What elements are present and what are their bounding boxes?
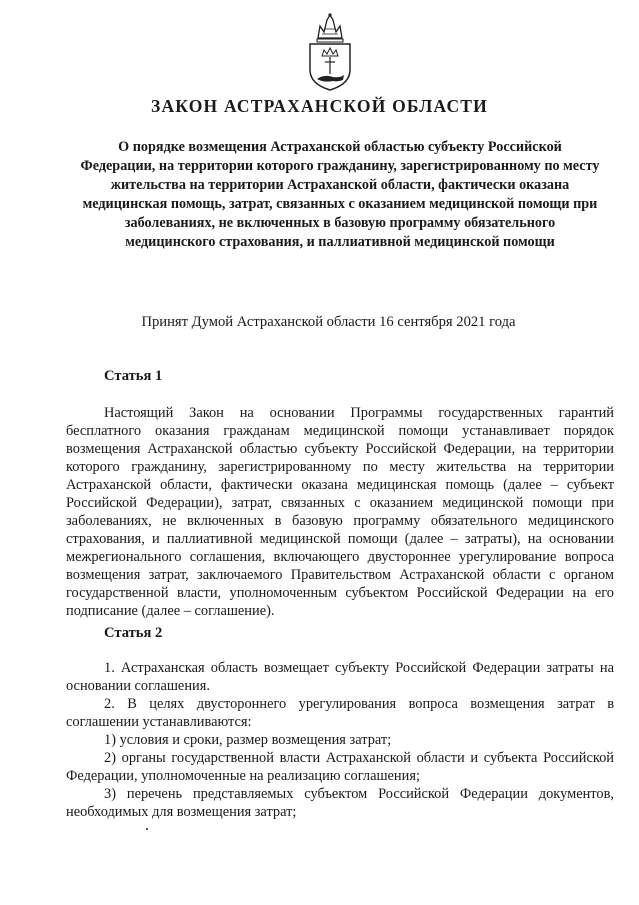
adoption-line: Принят Думой Астраханской области 16 сентября 2021 года bbox=[141, 314, 516, 330]
article-2-item-3: 3) перечень представляемых субъектом Российской Федерации документов, необходимых для возмещения затрат; bbox=[66, 786, 614, 820]
article-2-paragraph-1: 1. Астраханская область возмещает субъекту Российской Федерации затраты на основании соглашения. bbox=[66, 660, 614, 694]
scan-speck bbox=[146, 828, 148, 830]
article-2-paragraph-2: 2. В целях двустороннего урегулирования вопроса возмещения затрат в соглашении устанавливаются: bbox=[66, 696, 614, 730]
law-subtitle: О порядке возмещения Астраханской областью субъекту Российской Федерации, на территории которого гражданину, зарегистрированному по месту жительства на территории Астраханской области, фактически оказана медицинская помощь, затрат, связанных с оказанием медицинской помощи при заболеваниях, не включенных в базовую программу обязательного медицинского страхования, и паллиативной медицинской помощи bbox=[80, 139, 600, 250]
article-1-heading: Статья 1 bbox=[104, 368, 163, 384]
law-title: ЗАКОН АСТРАХАНСКОЙ ОБЛАСТИ bbox=[151, 96, 488, 116]
coat-of-arms-icon bbox=[300, 12, 360, 92]
article-2-item-1: 1) условия и сроки, размер возмещения затрат; bbox=[104, 732, 392, 748]
article-2-heading: Статья 2 bbox=[104, 625, 163, 641]
article-2-item-2: 2) органы государственной власти Астраханской области и субъекта Российской Федерации, уполномоченные на реализацию соглашения; bbox=[66, 750, 614, 784]
article-2-body bbox=[66, 659, 614, 821]
article-1-paragraph-1: Настоящий Закон на основании Программы государственных гарантий бесплатного оказания гражданам медицинской помощи устанавливает порядок возмещения Астраханской областью субъекту Российской Федерации, на территории которого гражданину, зарегистрированному по месту жительства на территории Астраханской области, фактически оказана медицинская помощь (далее – субъект Российской Федерации), затрат, связанных с оказанием медицинской помощи при заболеваниях, не включенных в базовую программу обязательного медицинского страхования, и паллиативной медицинской помощи (далее – затраты), на основании межрегионального соглашения, включающего двустороннее урегулирование вопроса возмещения затрат, заключаемого Правительством Астраханской области с органом государственной власти, уполномоченным субъектом Российской Федерации на его подписание (далее – соглашение). bbox=[66, 405, 614, 619]
article-1-body bbox=[66, 404, 614, 620]
